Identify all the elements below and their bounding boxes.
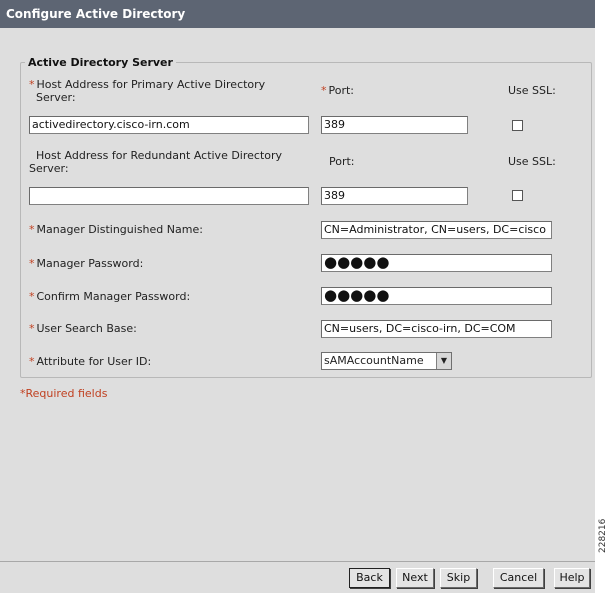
manager-dn-label: * Manager Distinguished Name: (29, 223, 203, 236)
next-button[interactable]: Next (396, 568, 434, 588)
manager-dn-input[interactable]: CN=Administrator, CN=users, DC=cisco (321, 221, 552, 239)
redundant-host-label: Host Address for Redundant Active Directory Server: (29, 149, 283, 175)
required-fields-note: *Required fields (20, 387, 108, 400)
group-legend: Active Directory Server (28, 56, 173, 69)
required-marker: * (29, 78, 35, 91)
attribute-user-id-value: sAMAccountName (324, 354, 424, 367)
user-search-base-input[interactable]: CN=users, DC=cisco-irn, DC=COM (321, 320, 552, 338)
primary-host-label: * Host Address for Primary Active Directory Server: (29, 78, 266, 104)
redundant-host-input[interactable] (29, 187, 309, 205)
footer-divider (0, 561, 595, 562)
redundant-port-label: Port: (329, 155, 355, 168)
primary-host-input[interactable]: activedirectory.cisco-irn.com (29, 116, 309, 134)
primary-ssl-label: Use SSL: (508, 84, 556, 97)
primary-ssl-checkbox[interactable] (512, 120, 523, 131)
skip-button[interactable]: Skip (440, 568, 477, 588)
confirm-password-input[interactable]: ●●●●● (321, 287, 552, 305)
attribute-user-id-select[interactable] (321, 352, 452, 370)
cancel-button[interactable]: Cancel (493, 568, 544, 588)
manager-password-label: * Manager Password: (29, 257, 144, 270)
manager-password-input[interactable]: ●●●●● (321, 254, 552, 272)
primary-port-input[interactable]: 389 (321, 116, 468, 134)
figure-id: 228216 (598, 518, 608, 553)
help-button[interactable]: Help (554, 568, 590, 588)
redundant-ssl-label: Use SSL: (508, 155, 556, 168)
back-button[interactable]: Back (349, 568, 390, 588)
dialog-title: Configure Active Directory (0, 0, 595, 28)
confirm-password-label: * Confirm Manager Password: (29, 290, 191, 303)
redundant-port-input[interactable]: 389 (321, 187, 468, 205)
primary-port-label: * Port: (321, 84, 355, 97)
chevron-down-icon[interactable]: ▼ (436, 353, 451, 369)
attribute-user-id-label: * Attribute for User ID: (29, 355, 152, 368)
redundant-ssl-checkbox[interactable] (512, 190, 523, 201)
user-search-base-label: * User Search Base: (29, 322, 137, 335)
